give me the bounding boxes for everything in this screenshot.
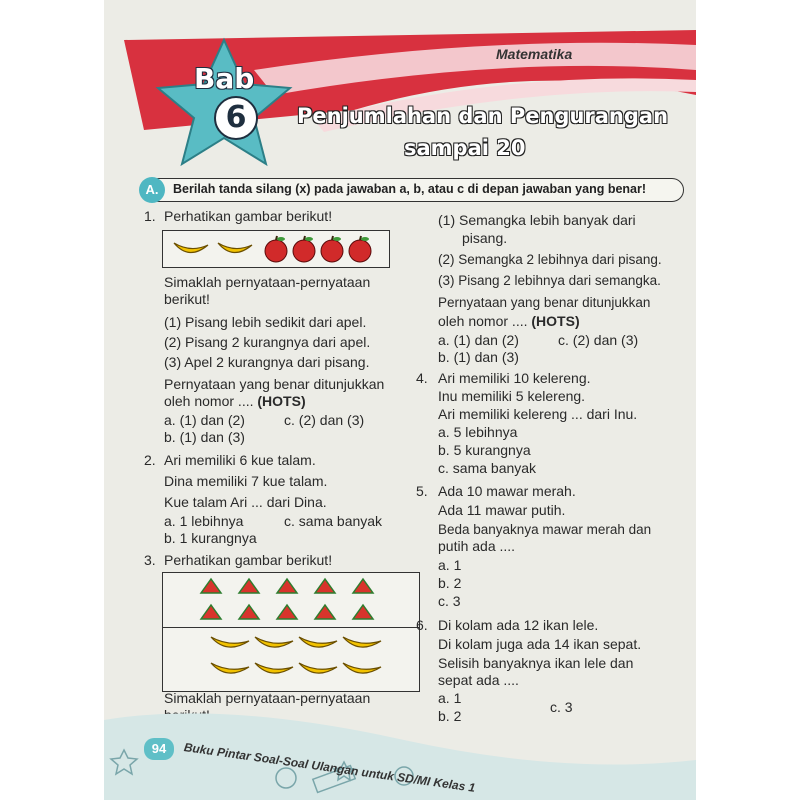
- book-page: [104, 0, 696, 800]
- question-1-text: Perhatikan gambar berikut!: [164, 208, 333, 224]
- question-4-line: Ari memiliki 10 kelereng.: [438, 370, 591, 386]
- watermelon-icon: [315, 605, 335, 619]
- watermelon-icon: [201, 579, 221, 593]
- question-3-option-b[interactable]: b. (1) dan (3): [438, 349, 519, 365]
- question-1-prompt: oleh nomor .... (HOTS): [164, 393, 306, 409]
- banana-icon: [255, 637, 293, 647]
- apple-icon: [291, 235, 317, 263]
- question-2-option-a[interactable]: a. 1 lebihnya: [164, 513, 244, 529]
- apple-icon: [347, 235, 373, 263]
- question-1-option-a[interactable]: a. (1) dan (2): [164, 412, 245, 428]
- question-6-option-c[interactable]: c. 3: [550, 699, 573, 715]
- page-number: 94: [144, 738, 174, 760]
- question-1-option-c[interactable]: c. (2) dan (3): [284, 412, 365, 428]
- banana-icon: [171, 237, 211, 261]
- question-2-option-c[interactable]: c. sama banyak: [284, 513, 383, 529]
- question-2-line: Dina memiliki 7 kue talam.: [164, 473, 328, 489]
- watermelon-group: [163, 573, 419, 627]
- question-4-option-c[interactable]: c. sama banyak: [438, 460, 537, 476]
- question-5-line: putih ada ....: [438, 538, 516, 554]
- question-3-option-a[interactable]: a. (1) dan (2): [438, 332, 519, 348]
- question-6-number: 6.: [416, 617, 428, 633]
- book-title: Buku Pintar Soal-Soal Ulangan untuk SD/MI Kelas 1: [183, 740, 477, 795]
- question-1-line: berikut!: [164, 291, 210, 307]
- hots-tag: (HOTS): [531, 313, 580, 329]
- question-1-statement: (2) Pisang 2 kurangnya dari apel.: [164, 334, 371, 350]
- question-4-number: 4.: [416, 370, 428, 386]
- question-3-prompt: oleh nomor .... (HOTS): [438, 313, 580, 329]
- question-5-line: Ada 11 mawar putih.: [438, 502, 566, 518]
- question-1-prompt: Pernyataan yang benar ditunjukkan: [164, 376, 385, 392]
- question-4-option-a[interactable]: a. 5 lebihnya: [438, 424, 518, 440]
- question-1-option-b[interactable]: b. (1) dan (3): [164, 429, 245, 445]
- question-5-option-a[interactable]: a. 1: [438, 557, 462, 573]
- question-2-line: Kue talam Ari ... dari Dina.: [164, 494, 327, 510]
- instruction-text: Berilah tanda silang (x) pada jawaban a, b, atau c di depan jawaban yang benar!: [173, 182, 647, 196]
- watermelon-icon: [315, 579, 335, 593]
- question-3-text: Perhatikan gambar berikut!: [164, 552, 333, 568]
- question-5-option-c[interactable]: c. 3: [438, 593, 461, 609]
- question-5-line: Ada 10 mawar merah.: [438, 483, 576, 499]
- question-3-statement: (3) Pisang 2 lebihnya dari semangka.: [438, 273, 661, 288]
- chapter-label: Bab: [194, 62, 255, 95]
- banana-icon: [343, 663, 381, 673]
- chapter-title-line2: sampai 20: [404, 136, 526, 160]
- banana-icon: [211, 663, 249, 673]
- watermelon-icon: [353, 605, 373, 619]
- header-banner: [104, 0, 696, 180]
- watermelon-icon: [277, 579, 297, 593]
- question-1-number: 1.: [144, 208, 156, 224]
- question-3-statement: (1) Semangka lebih banyak dari: [438, 212, 636, 228]
- question-6-line: sepat ada ....: [438, 672, 519, 688]
- question-1-statement: (1) Pisang lebih sedikit dari apel.: [164, 314, 367, 330]
- question-3-line: Simaklah pernyataan-pernyataan: [164, 690, 371, 706]
- question-1-line: Simaklah pernyataan-pernyataan: [164, 274, 371, 290]
- question-3-picture: [162, 572, 420, 692]
- watermelon-icon: [239, 605, 259, 619]
- watermelon-icon: [239, 579, 259, 593]
- chapter-number: 6: [214, 96, 258, 140]
- watermelon-icon: [201, 605, 221, 619]
- section-instruction: [146, 178, 684, 202]
- banana-icon: [299, 663, 337, 673]
- question-5-number: 5.: [416, 483, 428, 499]
- question-5-line: Beda banyaknya mawar merah dan: [438, 522, 652, 537]
- question-1-picture: [162, 230, 390, 268]
- chapter-title-line1: Penjumlahan dan Pengurangan: [297, 104, 669, 128]
- question-2-number: 2.: [144, 452, 156, 468]
- banana-icon: [255, 663, 293, 673]
- watermelon-icon: [353, 579, 373, 593]
- question-3-statement: pisang.: [462, 230, 508, 246]
- question-6-option-b[interactable]: b. 2: [438, 708, 462, 724]
- apple-icon: [319, 235, 345, 263]
- question-1-statement: (3) Apel 2 kurangnya dari pisang.: [164, 354, 370, 370]
- question-6-line: Selisih banyaknya ikan lele dan: [438, 655, 634, 671]
- question-4-line: Inu memiliki 5 kelereng.: [438, 388, 586, 404]
- question-6-option-a[interactable]: a. 1: [438, 690, 462, 706]
- banana-icon: [299, 637, 337, 647]
- question-5-option-b[interactable]: b. 2: [438, 575, 462, 591]
- watermelon-icon: [277, 605, 297, 619]
- banana-icon: [343, 637, 381, 647]
- apple-icon: [263, 235, 289, 263]
- banana-icon: [211, 637, 249, 647]
- question-3-option-c[interactable]: c. (2) dan (3): [558, 332, 639, 348]
- hots-tag: (HOTS): [257, 393, 306, 409]
- question-2-option-b[interactable]: b. 1 kurangnya: [164, 530, 257, 546]
- question-6-line: Di kolam juga ada 14 ikan sepat.: [438, 636, 642, 652]
- banana-icon: [215, 237, 255, 261]
- section-badge: A.: [139, 177, 165, 203]
- subject-label: Matematika: [496, 46, 573, 62]
- question-6-line: Di kolam ada 12 ikan lele.: [438, 617, 599, 633]
- question-2-line: Ari memiliki 6 kue talam.: [164, 452, 316, 468]
- question-3-statement: (2) Semangka 2 lebihnya dari pisang.: [438, 252, 662, 267]
- question-4-option-b[interactable]: b. 5 kurangnya: [438, 442, 531, 458]
- question-3-prompt: Pernyataan yang benar ditunjukkan: [438, 295, 651, 310]
- picture-divider: [163, 627, 419, 628]
- question-3-number: 3.: [144, 552, 156, 568]
- question-4-line: Ari memiliki kelereng ... dari Inu.: [438, 406, 638, 422]
